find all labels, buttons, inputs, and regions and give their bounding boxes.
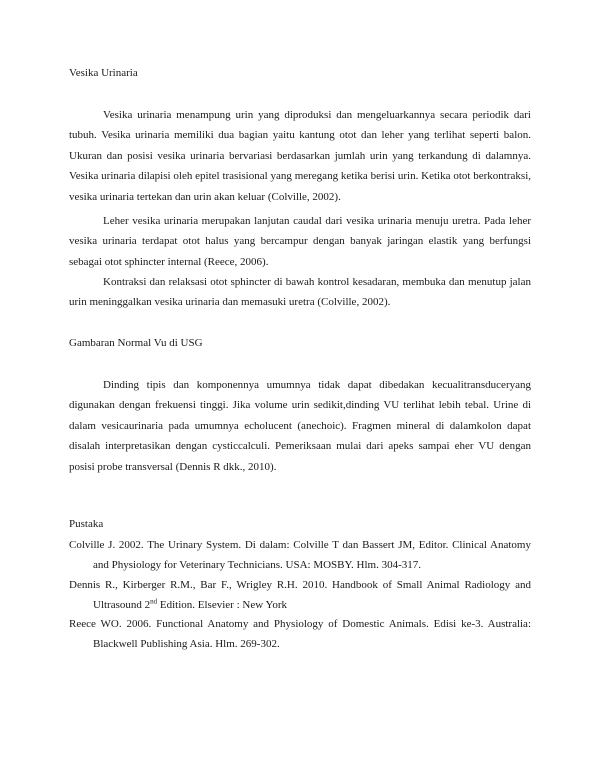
paragraph-vesika-2: Leher vesika urinaria merupakan lanjutan caudal dari vesika urinaria menuju uretra. Pada leher vesika urinaria terdapat otot halus yang bercampur dengan banyak jaringan elastik yang berfungsi sebagai otot sphincter internal (Reece, 2006).: [69, 215, 531, 268]
reference-reece: Reece WO. 2006. Functional Anatomy and Physiology of Domestic Animals. Edisi ke-3. Australia: Blackwell Publishing Asia. Hlm. 269-302.: [69, 618, 531, 650]
section-title-vesika-urinaria: Vesika Urinaria: [69, 67, 138, 79]
paragraph-vesika-1: Vesika urinaria menampung urin yang diproduksi dan mengeluarkannya secara periodik dari tubuh. Vesika urinaria memiliki dua bagian yaitu kantung otot dan leher yang terlihat seperti balon. Ukuran dan posisi vesika urinaria bervariasi berdasarkan jumlah urin yang terkandung di dalamnya. Vesika urinaria dilapisi oleh epitel trasisional yang meregang ketika berisi urin. Ketika otot berkontraksi, vesika urinaria tertekan dan urin akan keluar (Colville, 2002).: [69, 109, 531, 203]
reference-dennis-superscript: nd: [150, 596, 158, 605]
paragraph-usg: Dinding tipis dan komponennya umumnya tidak dapat dibedakan kecualitransduceryang digunakan dengan frekuensi tinggi. Jika volume urin sedikit,dinding VU terlihat lebih tebal. Urine di dalam vesicaurinaria pada umumnya echolucent (anechoic). Fragmen mineral di dalamkolon dapat disalah interpretasikan dengan cysticcalculi. Pemeriksaan mulai dari apeks sampai eher VU dengan posisi probe transversal (Dennis R dkk., 2010).: [69, 379, 531, 473]
reference-colville: Colville J. 2002. The Urinary System. Di dalam: Colville T dan Bassert JM, Editor. Clinical Anatomy and Physiology for Veterinary Technicians. USA: MOSBY. Hlm. 304-317.: [69, 539, 531, 571]
paragraph-vesika-3: Kontraksi dan relaksasi otot sphincter di bawah kontrol kesadaran, membuka dan menutup jalan urin meninggalkan vesika urinaria dan memasuki uretra (Colville, 2002).: [69, 276, 531, 309]
reference-dennis-text: Dennis R., Kirberger R.M., Bar F., Wrigley R.H. 2010. Handbook of Small Animal Radiology and Ultrasound 2: [69, 579, 531, 611]
references-title: Pustaka: [69, 518, 104, 530]
section-title-usg: Gambaran Normal Vu di USG: [69, 337, 203, 349]
reference-dennis: [69, 576, 531, 615]
reference-dennis-text-end: Edition. Elsevier : New York: [157, 598, 287, 611]
